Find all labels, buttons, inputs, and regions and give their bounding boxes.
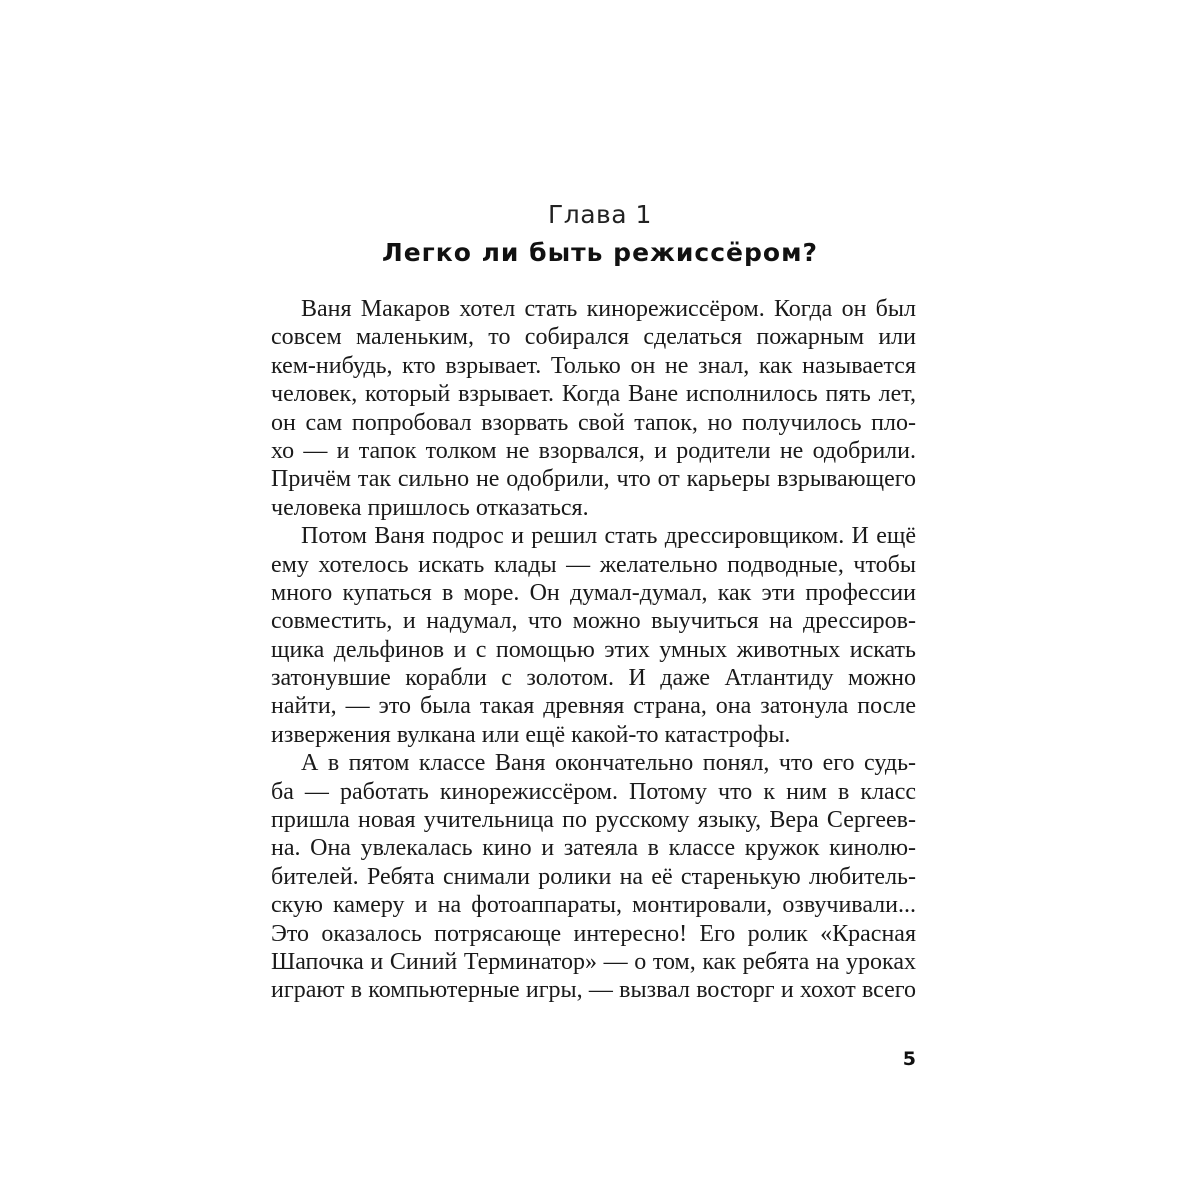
text-line: совсем маленьким, то собирался сделаться пожарным или (271, 324, 916, 351)
text-line: А в пятом классе Ваня окончательно понял, что его судь- (301, 750, 916, 777)
text-line: много купаться в море. Он думал-думал, как эти профессии (271, 579, 916, 606)
text-line: кем-нибудь, кто взрывает. Только он не знал, как называется (271, 352, 916, 379)
text-line: Потом Ваня подрос и решил стать дрессировщиком. И ещё (301, 523, 916, 550)
chapter-label: Глава 1 (548, 200, 652, 229)
text-line: играют в компьютерные игры, — вызвал восторг и хохот всего (271, 977, 916, 1004)
text-line: он сам попробовал взорвать свой тапок, но получилось пло- (271, 409, 916, 436)
text-line: затонувшие корабли с золотом. И даже Атлантиду можно (271, 665, 916, 692)
text-line: бителей. Ребята снимали ролики на её старенькую любитель- (271, 863, 916, 890)
text-line: Это оказалось потрясающе интересно! Его ролик «Красная (271, 920, 916, 947)
text-line: совместить, и надумал, что можно выучиться на дрессиров- (271, 608, 916, 635)
text-line: хо — и тапок толком не взорвался, и родители не одобрили. (271, 437, 916, 464)
text-line: Причём так сильно не одобрили, что от карьеры взрывающего (271, 466, 916, 493)
text-line: на. Она увлекалась кино и затеяла в классе кружок кинолю- (271, 835, 916, 862)
page-number: 5 (902, 1048, 916, 1070)
text-line: Ваня Макаров хотел стать кинорежиссёром. Когда он был (301, 296, 916, 322)
text-line: найти, — это была такая древняя страна, она затонула после (271, 693, 916, 720)
text-line: Шапочка и Синий Терминатор» — о том, как ребята на уроках (271, 948, 916, 975)
text-line: ему хотелось искать клады — желательно подводные, чтобы (271, 551, 916, 578)
text-line: человека пришлось отказаться. (271, 494, 589, 521)
body-text (271, 295, 916, 1005)
text-line: извержения вулкана или ещё какой-то катастрофы. (271, 721, 791, 748)
text-line: пришла новая учительница по русскому языку, Вера Сергеев- (271, 807, 916, 834)
text-line: скую камеру и на фотоаппараты, монтировали, озвучивали... (271, 892, 916, 919)
chapter-title: Легко ли быть режиссёром? (381, 238, 819, 267)
text-line: человек, который взрывает. Когда Ване исполнилось пять лет, (271, 381, 916, 408)
text-line: ба — работать кинорежиссёром. Потому что к ним в класс (271, 778, 916, 805)
text-line: щика дельфинов и с помощью этих умных животных искать (271, 636, 916, 663)
